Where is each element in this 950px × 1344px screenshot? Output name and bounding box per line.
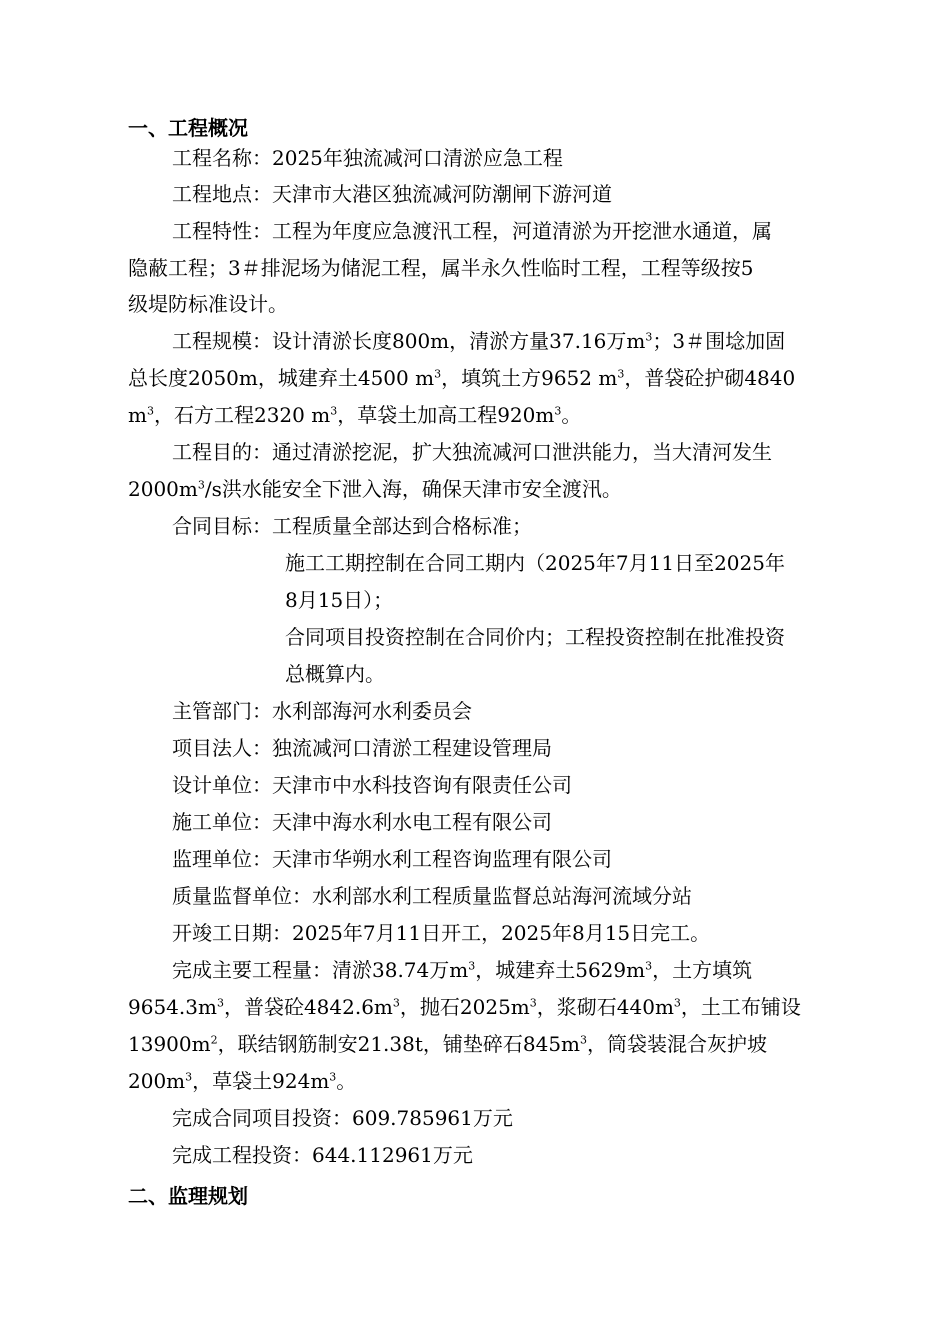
completed-quantities-line-4: $200m^3$，草袋土$924m^3$。 [128,1069,357,1093]
contract-project-investment: 完成合同项目投资：609.785961万元 [172,1106,513,1130]
project-purpose-line-1: 工程目的：通过清淤挖泥，扩大独流减河口泄洪能力，当大清河发生 [172,440,772,464]
start-finish-dates: 开竣工日期：2025年7月11日开工，2025年8月15日完工。 [172,921,711,945]
quality-supervision-unit: 质量监督单位：水利部水利工程质量监督总站海河流域分站 [172,884,692,908]
contract-goal-invest-1: 合同项目投资控制在合同价内；工程投资控制在批准投资 [285,625,785,649]
project-purpose-line-2: $2000m^3/s$洪水能安全下泄入海，确保天津市安全渡汛。 [128,477,622,501]
competent-department: 主管部门：水利部海河水利委员会 [172,699,472,723]
contract-goal-quality: 合同目标：工程质量全部达到合格标准； [172,514,532,538]
project-scale-line-2: 总长度2050m，城建弃土4500 $m^3$，填筑土方9652 $m^3$，普袋砼护砌4840 [128,366,796,390]
contract-goal-schedule-2: 8月15日）； [285,588,394,612]
supervision-unit: 监理单位：天津市华朔水利工程咨询监理有限公司 [172,847,612,871]
project-name: 工程名称：2025年独流减河口清淤应急工程 [172,146,563,170]
design-unit: 设计单位：天津市中水科技咨询有限责任公司 [172,773,572,797]
completed-quantities-line-2: $9654.3m^3$，普袋砼$4842.6m^3$，抛石$2025m^3$，浆砌石$440m^3$，土工布铺设 [128,995,801,1019]
project-feature-line-3: 级堤防标准设计。 [128,292,288,316]
project-investment: 完成工程投资：644.112961万元 [172,1143,473,1167]
completed-quantities-line-3: $13900m^2$，联结钢筋制安21.38t，铺垫碎石$845m^3$，筒袋装混合灰护坡 [128,1032,768,1056]
project-scale-line-1: 工程规模：设计清淤长度800m，清淤方量37.16万$m^3$；3＃围埝加固 [172,329,786,353]
project-feature-line-1: 工程特性：工程为年度应急渡汛工程，河道清淤为开挖泄水通道，属 [172,219,772,243]
section-2-heading: 二、监理规划 [128,1184,248,1208]
project-feature-line-2: 隐蔽工程；3＃排泥场为储泥工程，属半永久性临时工程，工程等级按5 [128,256,754,280]
project-legal-person: 项目法人：独流减河口清淤工程建设管理局 [172,736,552,760]
contract-goal-invest-2: 总概算内。 [285,662,385,686]
project-scale-line-3: $m^3$，石方工程2320 $m^3$，草袋土加高工程$920m^3$。 [128,403,582,427]
contract-goal-schedule-1: 施工工期控制在合同工期内（2025年7月11日至2025年 [285,551,785,575]
section-1-heading: 一、工程概况 [128,116,248,140]
project-location: 工程地点：天津市大港区独流减河防潮闸下游河道 [172,182,612,206]
construction-unit: 施工单位：天津中海水利水电工程有限公司 [172,810,552,834]
completed-quantities-line-1: 完成主要工程量：清淤38.74万$m^3$，城建弃土$5629m^3$，土方填筑 [172,958,753,982]
